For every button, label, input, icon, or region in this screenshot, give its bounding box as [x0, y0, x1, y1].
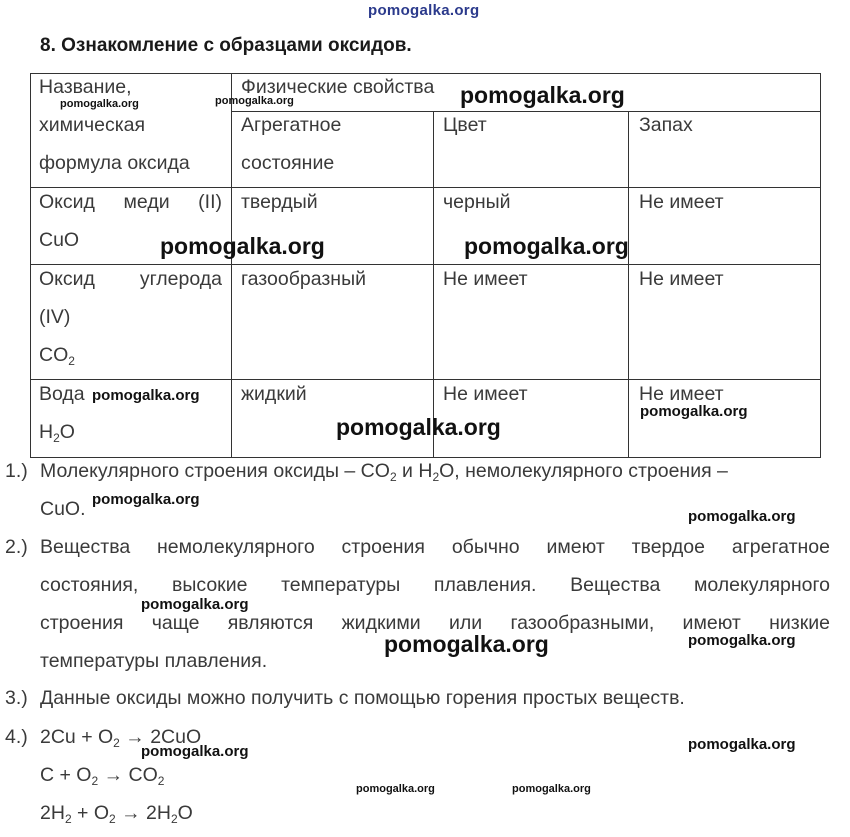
row-name: Вода [39, 383, 85, 405]
list-item [0, 528, 850, 688]
eq-sub: 2 [109, 812, 116, 826]
eq-part: → 2H [115, 802, 171, 824]
eq-part: 2Cu + O [40, 726, 114, 748]
text-part: Молекулярного строения оксиды – CO [40, 460, 390, 482]
text-part: O, немолекулярного строения – [439, 460, 728, 482]
header-name-line2: химическая [39, 114, 146, 136]
item-number: 1.) [5, 460, 28, 482]
equation [40, 794, 830, 832]
row-aggregate: жидкий [241, 383, 307, 405]
eq-part: + O [71, 802, 110, 824]
item-number: 2.) [5, 536, 28, 558]
item-text-line: состояния, высокие температуры плавления. Вещества молекулярного [40, 574, 830, 596]
header-name-line1: Название, [39, 76, 132, 98]
table-divider [628, 111, 629, 458]
eq-sub: 2 [91, 774, 99, 788]
row-color: Не имеет [443, 383, 528, 405]
item-text: Данные оксиды можно получить с помощью горения простых веществ. [40, 687, 685, 709]
eq-sub: 2 [113, 736, 120, 750]
watermark: pomogalka.org [60, 98, 139, 110]
watermark: pomogalka.org [92, 491, 200, 508]
eq-part: O [177, 802, 193, 824]
row-aggregate: газообразный [241, 268, 366, 290]
header-aggregate-line1: Агрегатное [241, 114, 342, 136]
row-aggregate: твердый [241, 191, 318, 213]
watermark: pomogalka.org [512, 783, 591, 795]
eq-sub: 2 [170, 812, 178, 826]
watermark: pomogalka.org [141, 596, 249, 613]
watermark: pomogalka.org [92, 387, 200, 404]
watermark: pomogalka.org [384, 631, 549, 657]
watermark: pomogalka.org [688, 632, 796, 649]
item-text [40, 452, 830, 490]
formula-sub: 2 [53, 431, 60, 445]
row-name [39, 183, 222, 221]
row-name-word: меди [123, 191, 170, 213]
item-text-line: строения чаще являются жидкими или газообразными, имеют низкие [40, 612, 830, 634]
item-text-line2: CuO. [40, 498, 86, 520]
row-formula: CuO [39, 229, 80, 251]
formula-b: O [59, 421, 75, 443]
row-color: Не имеет [443, 268, 528, 290]
list-item [0, 679, 850, 719]
row-smell: Не имеет [639, 268, 724, 290]
watermark: pomogalka.org [215, 95, 294, 107]
row-name [39, 260, 222, 298]
text-part: и H [396, 460, 433, 482]
eq-sub: 2 [157, 774, 165, 788]
row-name-word: углерода [139, 268, 222, 290]
item-text-line: температуры плавления. [40, 650, 268, 672]
formula-a: H [39, 421, 54, 443]
equation [40, 756, 830, 794]
watermark: pomogalka.org [688, 508, 796, 525]
table-divider [433, 111, 434, 458]
eq-sub: 2 [64, 812, 72, 826]
watermark: pomogalka.org [356, 783, 435, 795]
row-smell: Не имеет [639, 383, 724, 405]
header-physical: Физические свойства [241, 76, 435, 98]
row-color: черный [443, 191, 511, 213]
watermark: pomogalka.org [141, 743, 249, 760]
watermark: pomogalka.org [464, 233, 629, 259]
page-title: 8. Ознакомление с образцами оксидов. [40, 35, 412, 56]
header-color: Цвет [443, 114, 487, 136]
row-formula [39, 336, 75, 374]
row-name-word: Оксид [39, 191, 95, 213]
eq-part: → CO [98, 764, 158, 786]
item-text-line: Вещества немолекулярного строения обычно имеют твердое агрегатное [40, 536, 830, 558]
header-smell: Запах [639, 114, 693, 136]
row-name-word: Оксид [39, 268, 95, 290]
row-name-word: (II) [198, 191, 222, 213]
eq-part: 2H [40, 802, 65, 824]
watermark: pomogalka.org [160, 233, 325, 259]
eq-part: → 2CuO [119, 726, 202, 748]
item-number: 4.) [5, 726, 28, 748]
formula-sub: 2 [68, 354, 75, 368]
row-smell: Не имеет [639, 191, 724, 213]
watermark: pomogalka.org [688, 736, 796, 753]
text-sub: 2 [389, 470, 397, 484]
watermark: pomogalka.org [336, 414, 501, 440]
row-name-line2: (IV) [39, 306, 71, 328]
formula-base: CO [39, 344, 69, 366]
eq-part: C + O [40, 764, 92, 786]
text-sub: 2 [432, 470, 440, 484]
item-number: 3.) [5, 687, 28, 709]
watermark: pomogalka.org [460, 82, 625, 108]
header-aggregate-line2: состояние [241, 152, 335, 174]
row-formula [39, 413, 75, 451]
header-name-line3: формула оксида [39, 152, 190, 174]
site-header[interactable]: pomogalka.org [368, 2, 480, 19]
watermark: pomogalka.org [640, 403, 748, 420]
table-divider [231, 73, 232, 458]
